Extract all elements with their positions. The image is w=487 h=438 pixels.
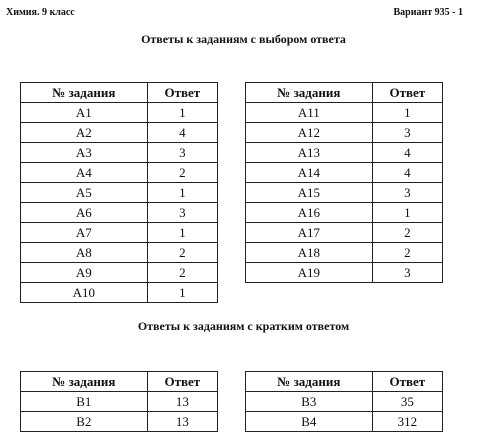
answer-cell: 1 bbox=[147, 103, 217, 123]
answer-cell: 1 bbox=[372, 203, 442, 223]
answer-cell: 1 bbox=[147, 223, 217, 243]
section-a-left-table bbox=[20, 82, 218, 303]
task-number-cell: A8 bbox=[21, 243, 148, 263]
task-column-header: № задания bbox=[21, 83, 148, 103]
task-number-cell: A15 bbox=[246, 183, 373, 203]
table-row bbox=[21, 163, 218, 183]
task-number-cell: A16 bbox=[246, 203, 373, 223]
table-row bbox=[21, 283, 218, 303]
task-column-header: № задания bbox=[246, 372, 373, 392]
answer-cell: 312 bbox=[372, 412, 442, 432]
answer-column-header: Ответ bbox=[147, 83, 217, 103]
table-row bbox=[21, 203, 218, 223]
task-number-cell: B4 bbox=[246, 412, 373, 432]
table-header-row bbox=[21, 372, 218, 392]
section-a-right-table bbox=[245, 82, 443, 283]
table-row bbox=[21, 392, 218, 412]
table-row bbox=[21, 103, 218, 123]
task-number-cell: A12 bbox=[246, 123, 373, 143]
answer-cell: 4 bbox=[372, 163, 442, 183]
task-number-cell: B2 bbox=[21, 412, 148, 432]
table-row bbox=[21, 143, 218, 163]
task-number-cell: A6 bbox=[21, 203, 148, 223]
table-row bbox=[246, 103, 443, 123]
task-number-cell: A19 bbox=[246, 263, 373, 283]
answer-cell: 3 bbox=[372, 183, 442, 203]
table-row bbox=[246, 392, 443, 412]
section-a-title: Ответы к заданиям с выбором ответа bbox=[141, 32, 346, 46]
table-row bbox=[246, 223, 443, 243]
table-header-row bbox=[246, 372, 443, 392]
answer-cell: 3 bbox=[372, 123, 442, 143]
table-row bbox=[21, 123, 218, 143]
task-number-cell: A9 bbox=[21, 263, 148, 283]
answer-cell: 3 bbox=[147, 203, 217, 223]
table-row bbox=[21, 183, 218, 203]
answer-cell: 4 bbox=[147, 123, 217, 143]
task-number-cell: A2 bbox=[21, 123, 148, 143]
task-number-cell: A13 bbox=[246, 143, 373, 163]
answer-cell: 2 bbox=[372, 223, 442, 243]
answer-cell: 1 bbox=[147, 283, 217, 303]
task-column-header: № задания bbox=[246, 83, 373, 103]
answer-cell: 2 bbox=[372, 243, 442, 263]
task-number-cell: A3 bbox=[21, 143, 148, 163]
answer-cell: 3 bbox=[372, 263, 442, 283]
table-row bbox=[21, 263, 218, 283]
task-number-cell: A7 bbox=[21, 223, 148, 243]
answer-cell: 2 bbox=[147, 263, 217, 283]
task-number-cell: A11 bbox=[246, 103, 373, 123]
table-row bbox=[246, 203, 443, 223]
answer-cell: 4 bbox=[372, 143, 442, 163]
table-row bbox=[246, 163, 443, 183]
task-number-cell: A10 bbox=[21, 283, 148, 303]
task-number-cell: A14 bbox=[246, 163, 373, 183]
variant-label: Вариант 935 - 1 bbox=[393, 7, 463, 18]
subject-grade-label: Химия. 9 класс bbox=[6, 7, 75, 18]
table-row bbox=[21, 412, 218, 432]
task-number-cell: A17 bbox=[246, 223, 373, 243]
table-header-row bbox=[21, 83, 218, 103]
task-number-cell: A18 bbox=[246, 243, 373, 263]
table-row bbox=[246, 183, 443, 203]
table-row bbox=[21, 223, 218, 243]
table-header-row bbox=[246, 83, 443, 103]
table-row bbox=[246, 263, 443, 283]
answer-column-header: Ответ bbox=[372, 83, 442, 103]
task-number-cell: A1 bbox=[21, 103, 148, 123]
answer-column-header: Ответ bbox=[147, 372, 217, 392]
table-row bbox=[246, 412, 443, 432]
table-row bbox=[21, 243, 218, 263]
task-number-cell: A4 bbox=[21, 163, 148, 183]
section-b-title: Ответы к заданиям с кратким ответом bbox=[137, 319, 350, 333]
answer-cell: 2 bbox=[147, 163, 217, 183]
answer-cell: 1 bbox=[372, 103, 442, 123]
answer-column-header: Ответ bbox=[372, 372, 442, 392]
task-number-cell: A5 bbox=[21, 183, 148, 203]
answer-cell: 13 bbox=[147, 392, 217, 412]
table-row bbox=[246, 243, 443, 263]
section-b-right-table bbox=[245, 371, 443, 432]
task-number-cell: B1 bbox=[21, 392, 148, 412]
section-b-left-table bbox=[20, 371, 218, 432]
answer-cell: 2 bbox=[147, 243, 217, 263]
answer-cell: 1 bbox=[147, 183, 217, 203]
task-number-cell: B3 bbox=[246, 392, 373, 412]
answer-cell: 35 bbox=[372, 392, 442, 412]
task-column-header: № задания bbox=[21, 372, 148, 392]
table-row bbox=[246, 123, 443, 143]
answer-cell: 13 bbox=[147, 412, 217, 432]
table-row bbox=[246, 143, 443, 163]
answer-cell: 3 bbox=[147, 143, 217, 163]
